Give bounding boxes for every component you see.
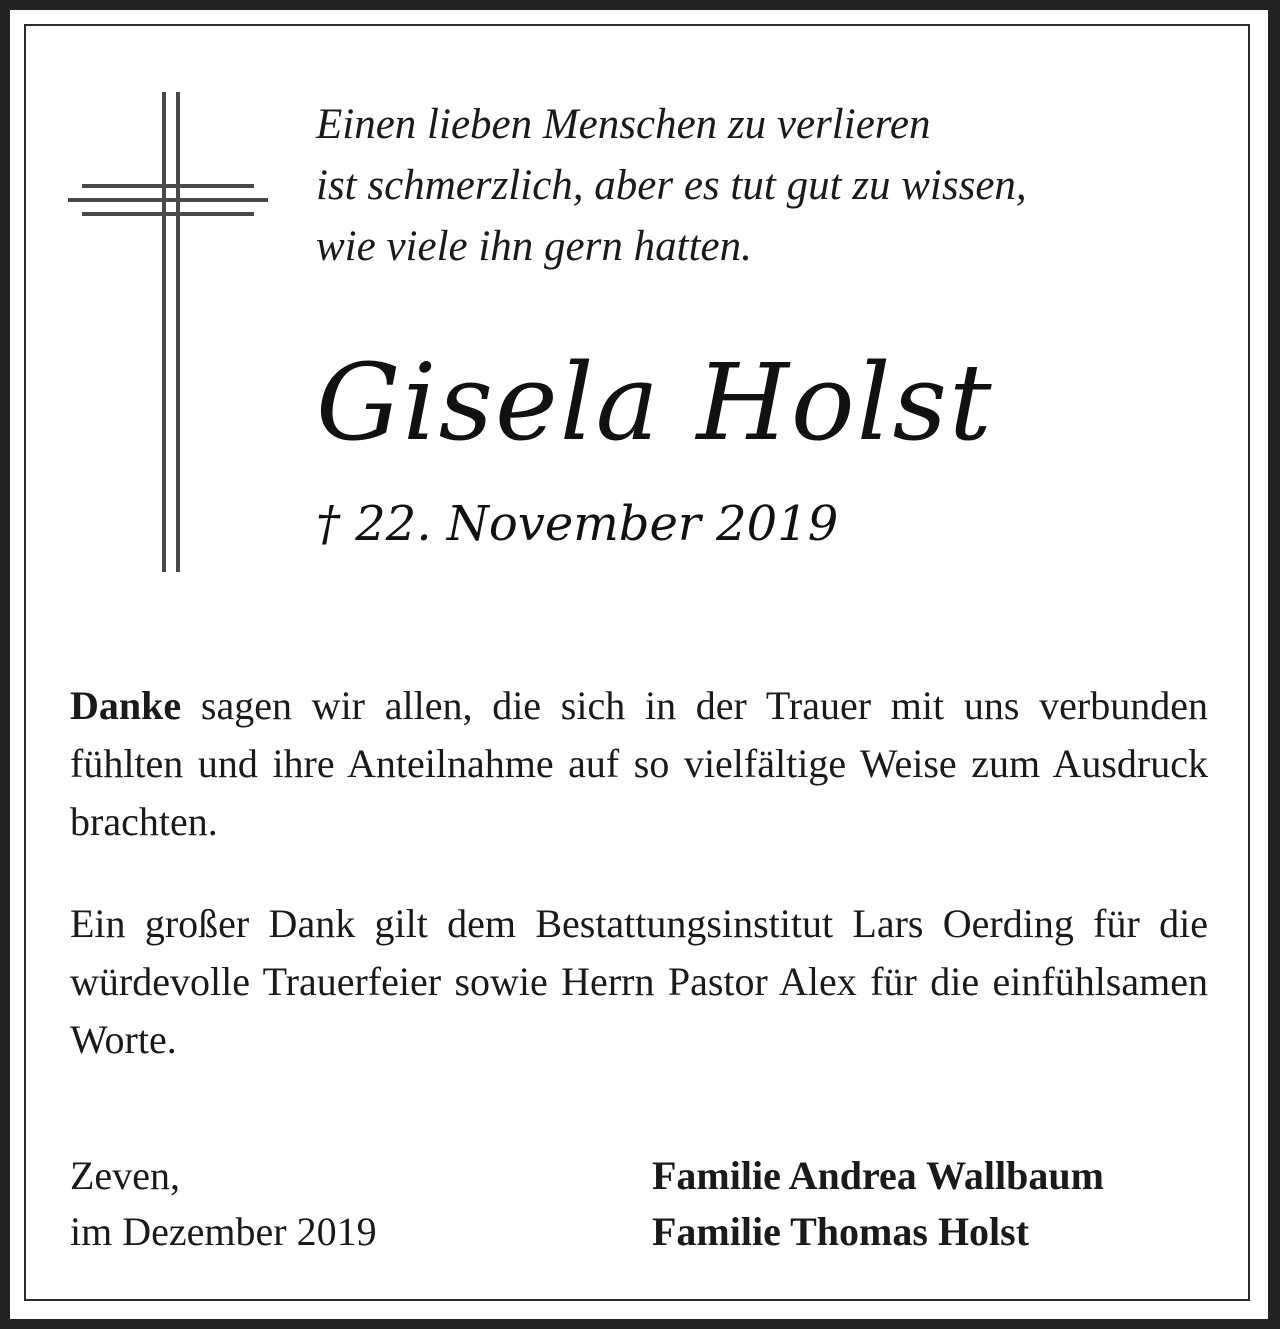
deceased-name: Gisela Holst	[316, 341, 994, 464]
thanks-paragraph-1-text: sagen wir allen, die sich in der Trauer mit uns verbunden fühlten und ihre Anteilnahme auf so vielfältige Weise zum Ausdruck brachten.	[70, 683, 1208, 844]
memorial-quote	[316, 94, 1027, 277]
place-line: Zeven,	[70, 1153, 180, 1198]
place-and-date	[70, 1148, 377, 1260]
thanks-lead-word: Danke	[70, 683, 182, 728]
obituary-card	[10, 10, 1268, 1319]
death-date: † 22. November 2019	[316, 496, 839, 552]
family-1: Familie Andrea Wallbaum	[652, 1153, 1104, 1198]
date-line: im Dezember 2019	[70, 1209, 377, 1254]
thanks-paragraph-2: Ein großer Dank gilt dem Bestattungsinstitut Lars Oerding für die würdevolle Trauerfeier sowie Herrn Pastor Alex für die einfühlsamen Worte.	[70, 901, 1208, 1062]
thanks-paragraph-1	[70, 677, 1208, 851]
family-2: Familie Thomas Holst	[652, 1209, 1030, 1254]
family-signatures	[652, 1148, 1104, 1260]
quote-line-3: wie viele ihn gern hatten.	[316, 223, 752, 270]
quote-line-1: Einen lieben Menschen zu verlieren	[316, 101, 931, 148]
double-line-cross-icon	[68, 92, 268, 572]
quote-line-2: ist schmerzlich, aber es tut gut zu wissen,	[316, 162, 1027, 209]
